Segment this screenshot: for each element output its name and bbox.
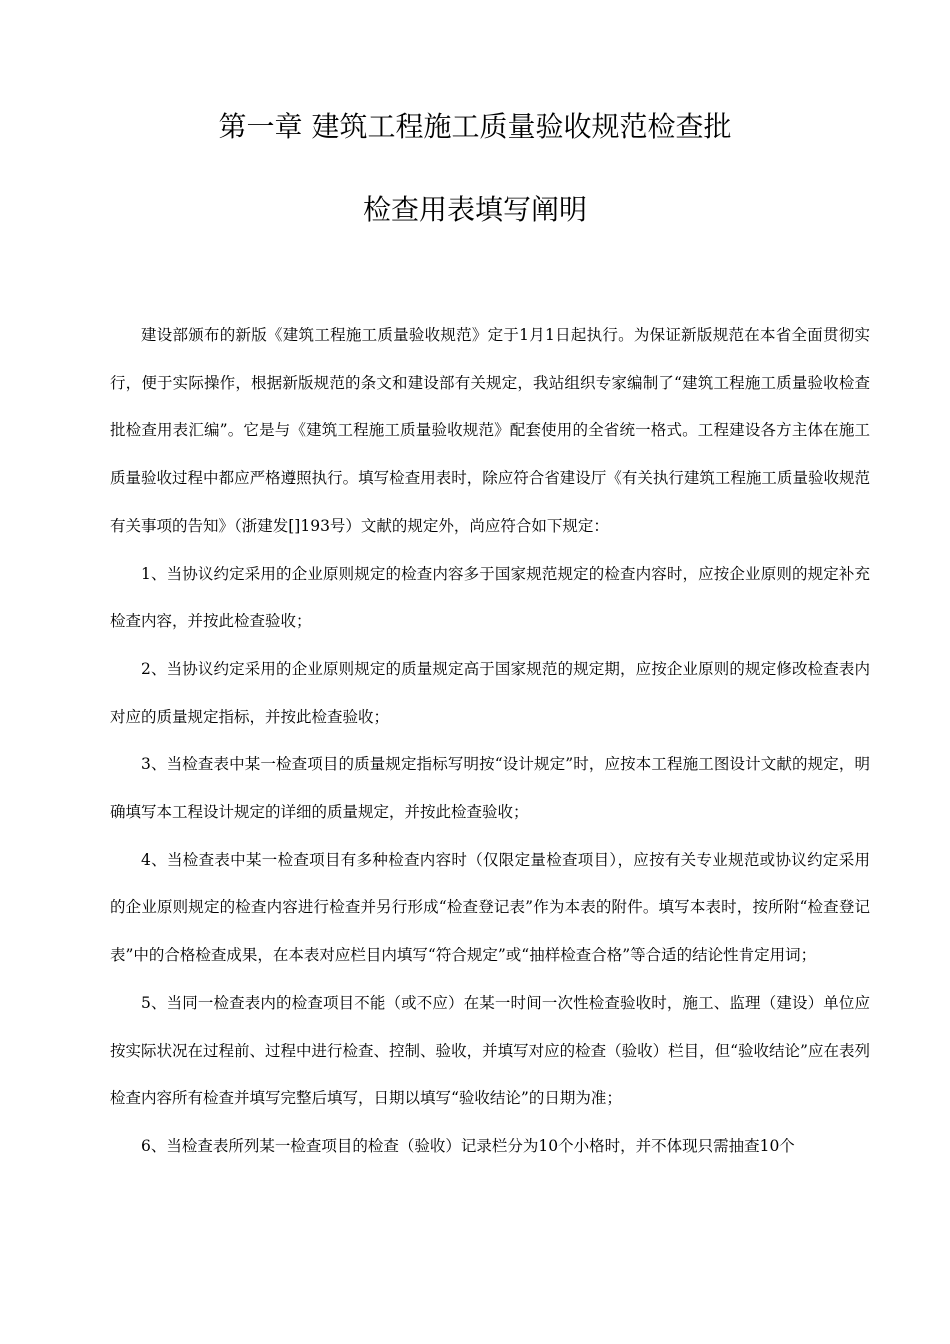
rule-item-3: 3、当检查表中某一检查项目的质量规定指标写明按“设计规定”时，应按本工程施工图设计文献的规定，明确填写本工程设计规定的详细的质量规定，并按此检查验收； [110, 755, 870, 822]
rule-item-5: 5、当同一检查表内的检查项目不能（或不应）在某一时间一次性检查验收时，施工、监理（建设）单位应按实际状况在过程前、过程中进行检查、控制、验收，并填写对应的检查（验收）栏目，但“验收结论”应在表列检查内容所有检查并填写完整后填写，日期以填写“验收结论”的日期为准； [110, 993, 870, 1108]
rule-item-6: 6、当检查表所列某一检查项目的检查（验收）记录栏分为10个小格时，并不体现只需抽查10个 [141, 1136, 795, 1155]
chapter-title: 第一章 建筑工程施工质量验收规范检查批 [218, 110, 732, 143]
rule-item-1: 1、当协议约定采用的企业原则规定的检查内容多于国家规范规定的检查内容时，应按企业原则的规定补充检查内容，并按此检查验收； [110, 564, 870, 631]
document-body [110, 312, 870, 1171]
rule-item-2: 2、当协议约定采用的企业原则规定的质量规定高于国家规范的规定期，应按企业原则的规定修改检查表内对应的质量规定指标，并按此检查验收； [110, 659, 870, 726]
intro-paragraph: 建设部颁布的新版《建筑工程施工质量验收规范》定于1月1日起执行。为保证新版规范在本省全面贯彻实行，便于实际操作，根据新版规范的条文和建设部有关规定，我站组织专家编制了“建筑工程施工质量验收检查批检查用表汇编”。它是与《建筑工程施工质量验收规范》配套使用的全省统一格式。工程建设各方主体在施工质量验收过程中都应严格遵照执行。填写检查用表时，除应符合省建设厅《有关执行建筑工程施工质量验收规范有关事项的告知》（浙建发[]193号）文献的规定外，尚应符合如下规定： [110, 326, 870, 535]
rule-item-4: 4、当检查表中某一检查项目有多种检查内容时（仅限定量检查项目），应按有关专业规范或协议约定采用的企业原则规定的检查内容进行检查并另行形成“检查登记表”作为本表的附件。填写本表时，按所附“检查登记表”中的合格检查成果，在本表对应栏目内填写“符合规定”或“抽样检查合格”等合适的结论性肯定用词； [110, 850, 870, 965]
chapter-subtitle: 检查用表填写阐明 [362, 193, 587, 226]
